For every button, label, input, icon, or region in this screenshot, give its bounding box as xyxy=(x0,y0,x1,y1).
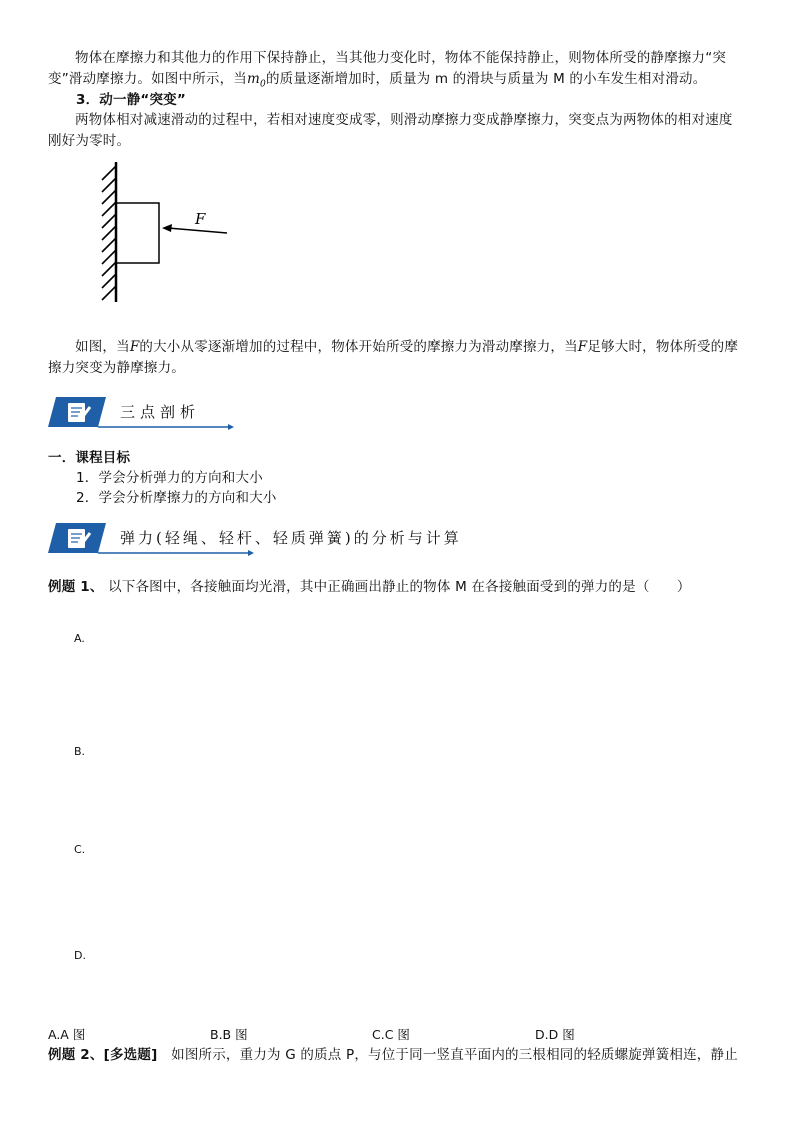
goal-item: 1．学会分析弹力的方向和大小 xyxy=(76,470,263,486)
m0-symbol: $m_0$ xyxy=(247,71,266,90)
subheading-dynamic-static: 3．动一静“突变” xyxy=(76,92,186,108)
option-c-label: C. xyxy=(74,843,86,856)
answer-choice-b[interactable]: B.B 图 xyxy=(210,1027,248,1042)
section-banner-analysis xyxy=(48,395,248,431)
example-2-label: 例题 2、[多选题] xyxy=(48,1047,158,1063)
wall-block-force-figure xyxy=(92,162,242,304)
banner-title: 弹力(轻绳、轻杆、轻质弹簧)的分析与计算 xyxy=(120,529,462,547)
example-1-question xyxy=(48,577,746,598)
force-arrowhead xyxy=(162,224,172,232)
para1-text-b: 的质量逐渐增加时，质量为 m 的滑块与质量为 M 的小车发生相对滑动。 xyxy=(265,71,707,87)
paragraph-figure-explanation: 如图，当F的大小从零逐渐增加的过程中，物体开始所受的摩擦力为滑动摩擦力，当F足够大时，物体所受的摩擦力突变为静摩擦力。 xyxy=(48,339,739,376)
force-symbol-1: F xyxy=(129,339,140,355)
option-a-label: A. xyxy=(74,632,85,645)
example-1-label: 例题 1、 xyxy=(48,579,104,595)
block xyxy=(116,203,159,263)
answer-choice-d[interactable]: D.D 图 xyxy=(535,1027,575,1042)
option-d-label: D. xyxy=(74,949,86,962)
course-goals-heading: 一．课程目标 xyxy=(48,450,131,466)
force-label: F xyxy=(195,210,206,228)
example-2-question xyxy=(48,1045,746,1066)
banner-title: 三点剖析 xyxy=(120,403,201,421)
paragraph-static-to-sliding xyxy=(48,48,746,96)
wall-hatching xyxy=(102,166,116,300)
paragraph-dynamic-static: 两物体相对减速滑动的过程中，若相对速度变成零，则滑动摩擦力变成静摩擦力，突变点为两物体的相对速度刚好为零时。 xyxy=(48,112,733,149)
force-arrow xyxy=(168,228,227,233)
option-b-label: B. xyxy=(74,745,86,758)
force-symbol-2: F xyxy=(577,339,588,355)
section-banner-elastic-force xyxy=(48,521,488,557)
goal-item: 2．学会分析摩擦力的方向和大小 xyxy=(76,490,277,506)
answer-choice-a[interactable]: A.A 图 xyxy=(48,1027,86,1042)
para1-text-a: 物体在摩擦力和其他力的作用下保持静止，当其他力变化时，物体不能保持静止，则物体所受的静摩擦力“突变”滑动摩擦力。如图中所示，当 xyxy=(48,50,727,87)
example-1-text: 以下各图中，各接触面均光滑，其中正确画出静止的物体 M 在各接触面受到的弹力的是（ ） xyxy=(103,579,691,595)
answer-choice-c[interactable]: C.C 图 xyxy=(372,1027,410,1042)
example-2-text: 如图所示，重力为 G 的质点 P，与位于同一竖直平面内的三根相同的轻质螺旋弹簧相连，静止 xyxy=(157,1047,738,1063)
